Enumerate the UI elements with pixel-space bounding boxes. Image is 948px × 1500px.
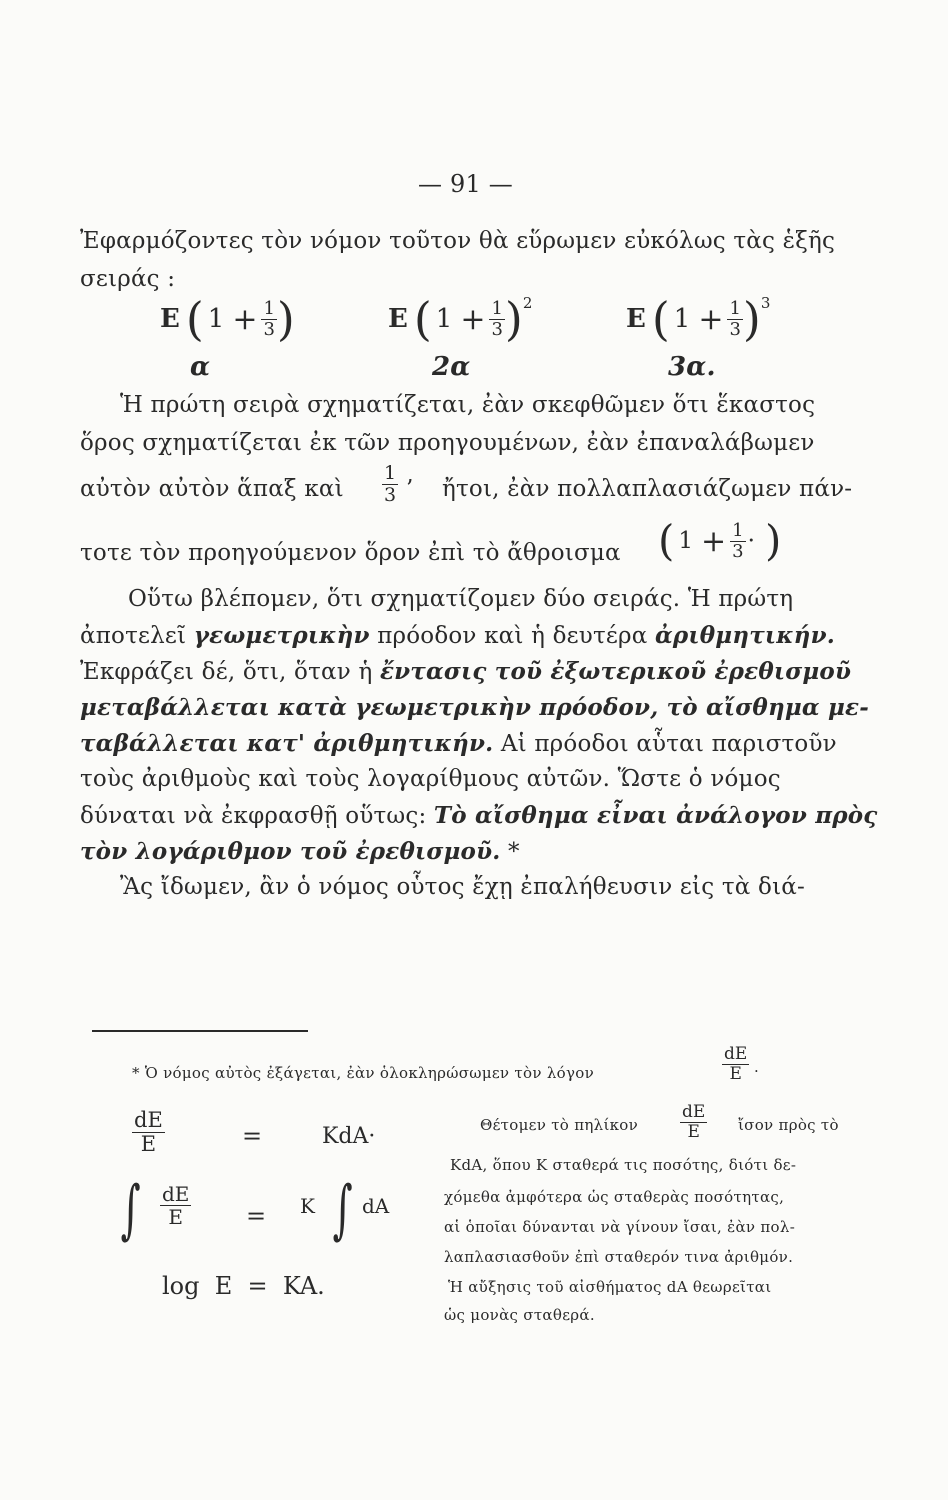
frac-denominator: E: [687, 1122, 700, 1142]
frac-denominator: E: [140, 1132, 157, 1156]
series-formula-3: [626, 292, 771, 346]
eq1-rhs: KdA·: [322, 1124, 376, 1149]
eq3: log E = KA.: [162, 1272, 325, 1300]
footnote-right-4: αἱ ὁποῖαι δύνανται νὰ γίνουν ἴσαι, ἐὰν πολ-: [444, 1218, 796, 1236]
frac-denominator: E: [729, 1064, 742, 1084]
frac-denominator: 3: [729, 318, 741, 340]
series-plus: +: [232, 301, 258, 337]
para2-text: ἀποτελεῖ: [80, 623, 187, 649]
frac-numerator: 1: [263, 297, 275, 319]
sum-dot: ·: [747, 528, 755, 554]
frac-numerator: 1: [384, 462, 397, 484]
frac-denominator: 3: [263, 318, 275, 340]
series-plus: +: [460, 301, 486, 337]
integral-sign-left: ∫: [120, 1173, 141, 1247]
series-exponent-2: 2: [522, 294, 533, 312]
para2-emph: ἀριθμητικήν.: [655, 622, 835, 649]
paren-close: ): [742, 292, 761, 346]
series-formula-1: [160, 292, 295, 346]
para2-line-5: [80, 730, 837, 757]
para2-line-3: [80, 658, 851, 685]
series-one: 1: [673, 304, 691, 334]
para2-line-6: τοὺς ἀριθμοὺς καὶ τοὺς λογαρίθμους αὐτῶν. Ὥστε ὁ νόμος: [80, 766, 781, 792]
frac-numerator: 1: [732, 519, 744, 541]
para1-line-4a: τοτε τὸν προηγούμενον ὅρον ἐπὶ τὸ ἄθροισμα: [80, 540, 621, 566]
footnote-right-7: ὡς μονὰς σταθερά.: [444, 1306, 595, 1324]
para1-fraction: [382, 464, 398, 505]
frac-numerator: dE: [724, 1044, 748, 1064]
series-one: 1: [435, 304, 453, 334]
eq1-fraction: [132, 1110, 165, 1155]
series-one: 1: [207, 304, 225, 334]
integral-sign-right: ∫: [332, 1173, 353, 1247]
footnote-right-5: λαπλασιασθοῦν ἐπὶ σταθερόν τινα ἀριθμόν.: [444, 1248, 794, 1266]
footnote-right-3: χόμεθα ἀμφότερα ὡς σταθερὰς ποσότητας,: [444, 1188, 785, 1206]
intro-line-1: Ἐφαρμόζοντες τὸν νόμον τοῦτον θὰ εὕρωμεν εὐκόλως τὰς ἑξῆς: [80, 228, 836, 254]
series-exponent-3: 3: [760, 294, 771, 312]
footnote-rule: [92, 1030, 308, 1032]
para2-text: δύναται νὰ ἐκφρασθῇ οὕτως:: [80, 803, 427, 829]
sum-fraction: [730, 519, 745, 562]
para2-emph: γεωμετρικὴν: [193, 622, 370, 649]
eq2-rhs: dA: [362, 1194, 390, 1218]
para2-text: Αἱ πρόοδοι αὗται παριστοῦν: [500, 731, 837, 757]
sum-plus: +: [701, 523, 727, 559]
paren-open: (: [413, 292, 432, 346]
series-e: E: [388, 304, 408, 334]
footnote-right-2: KdA, ὅπου K σταθερά τις ποσότης, διότι δε-: [450, 1156, 797, 1174]
footnote-dot: ·: [754, 1062, 760, 1080]
frac-denominator: 3: [732, 540, 744, 562]
series-label-3: 3α.: [668, 352, 716, 382]
footnote-right-fraction: [680, 1104, 707, 1141]
frac-numerator: dE: [134, 1108, 163, 1132]
eq2-k: K: [300, 1194, 315, 1218]
frac-denominator: 3: [384, 484, 397, 506]
frac-numerator: 1: [491, 297, 503, 319]
sum-one: 1: [678, 528, 694, 554]
series-formula-2: [388, 292, 533, 346]
series-label-1: α: [190, 352, 211, 382]
frac-numerator: dE: [162, 1182, 190, 1206]
para1-comma: ’: [406, 476, 414, 502]
para2-emph: ἔντασις τοῦ ἐξωτερικοῦ ἐρεθισμοῦ: [379, 658, 852, 685]
para2-text: Ἐκφράζει δέ, ὅτι, ὅταν ἡ: [80, 659, 373, 685]
paren-close: ): [504, 292, 523, 346]
para2-emph: ταβάλλεται κατ' ἀριθμητικήν.: [80, 730, 494, 757]
series-plus: +: [698, 301, 724, 337]
frac-numerator: 1: [729, 297, 741, 319]
para2-line-9: Ἂς ἴδωμεν, ἂν ὁ νόμος οὗτος ἔχῃ ἐπαλήθευσιν εἰς τὰ διά-: [120, 874, 805, 900]
paren-close: ): [276, 292, 295, 346]
footnote-line-1: * Ὁ νόμος αὐτὸς ἐξάγεται, ἐὰν ὁλοκληρώσωμεν τὸν λόγον: [132, 1064, 594, 1082]
eq1-equals: =: [242, 1122, 263, 1150]
paren-open: (: [185, 292, 204, 346]
para2-line-2: [80, 622, 835, 649]
footnote-right-1a: Θέτομεν τὸ πηλίκον: [480, 1116, 639, 1134]
intro-line-2: σειράς :: [80, 266, 176, 292]
para1-line-2: ὅρος σχηματίζεται ἐκ τῶν προηγουμένων, ἐὰν ἐπαναλάβωμεν: [80, 430, 815, 456]
series-e: E: [626, 304, 646, 334]
page-number: — 91 —: [418, 170, 513, 198]
footnote-right-6: Ἡ αὔξησις τοῦ αἰσθήματος dA θεωρεῖται: [448, 1278, 772, 1296]
series-label-2: 2α: [432, 352, 471, 382]
para1-line-3b: ἤτοι, ἐὰν πολλαπλασιάζωμεν πάν-: [442, 476, 853, 502]
frac-denominator: E: [168, 1205, 183, 1229]
para1-sum-expression: [658, 516, 782, 565]
para2-line-1: Οὕτω βλέπομεν, ὅτι σχηματίζομεν δύο σειράς. Ἡ πρώτη: [128, 586, 794, 612]
paren-open: (: [651, 292, 670, 346]
para1-line-1: Ἡ πρώτη σειρὰ σχηματίζεται, ἐὰν σκεφθῶμεν ὅτι ἕκαστος: [120, 392, 816, 418]
series-e: E: [160, 304, 180, 334]
footnote-right-1b: ἴσον πρὸς τὸ: [738, 1116, 839, 1134]
para2-line-4: μεταβάλλεται κατὰ γεωμετρικὴν πρόοδον, τὸ αἴσθημα με-: [80, 694, 869, 721]
eq2-equals: =: [246, 1202, 267, 1230]
para2-text: πρόοδον καὶ ἡ δευτέρα: [377, 623, 648, 649]
para2-emph: τὸν λογάριθμον τοῦ ἐρεθισμοῦ.: [80, 838, 501, 865]
series-fraction: [489, 297, 504, 340]
frac-numerator: dE: [682, 1102, 706, 1122]
paren-open: (: [658, 516, 675, 565]
series-fraction: [727, 297, 742, 340]
footnote-marker: *: [507, 839, 520, 865]
footnote-fraction: [722, 1046, 749, 1083]
para2-line-8: [80, 838, 520, 865]
para1-line-3a: αὐτὸν αὐτὸν ἅπαξ καὶ: [80, 476, 344, 502]
para2-emph: Τὸ αἴσθημα εἶναι ἀνάλογον πρὸς: [433, 802, 878, 829]
para2-line-7: [80, 802, 877, 829]
paren-close: ): [764, 516, 782, 565]
frac-denominator: 3: [491, 318, 503, 340]
eq2-fraction: [160, 1184, 191, 1227]
series-fraction: [261, 297, 276, 340]
